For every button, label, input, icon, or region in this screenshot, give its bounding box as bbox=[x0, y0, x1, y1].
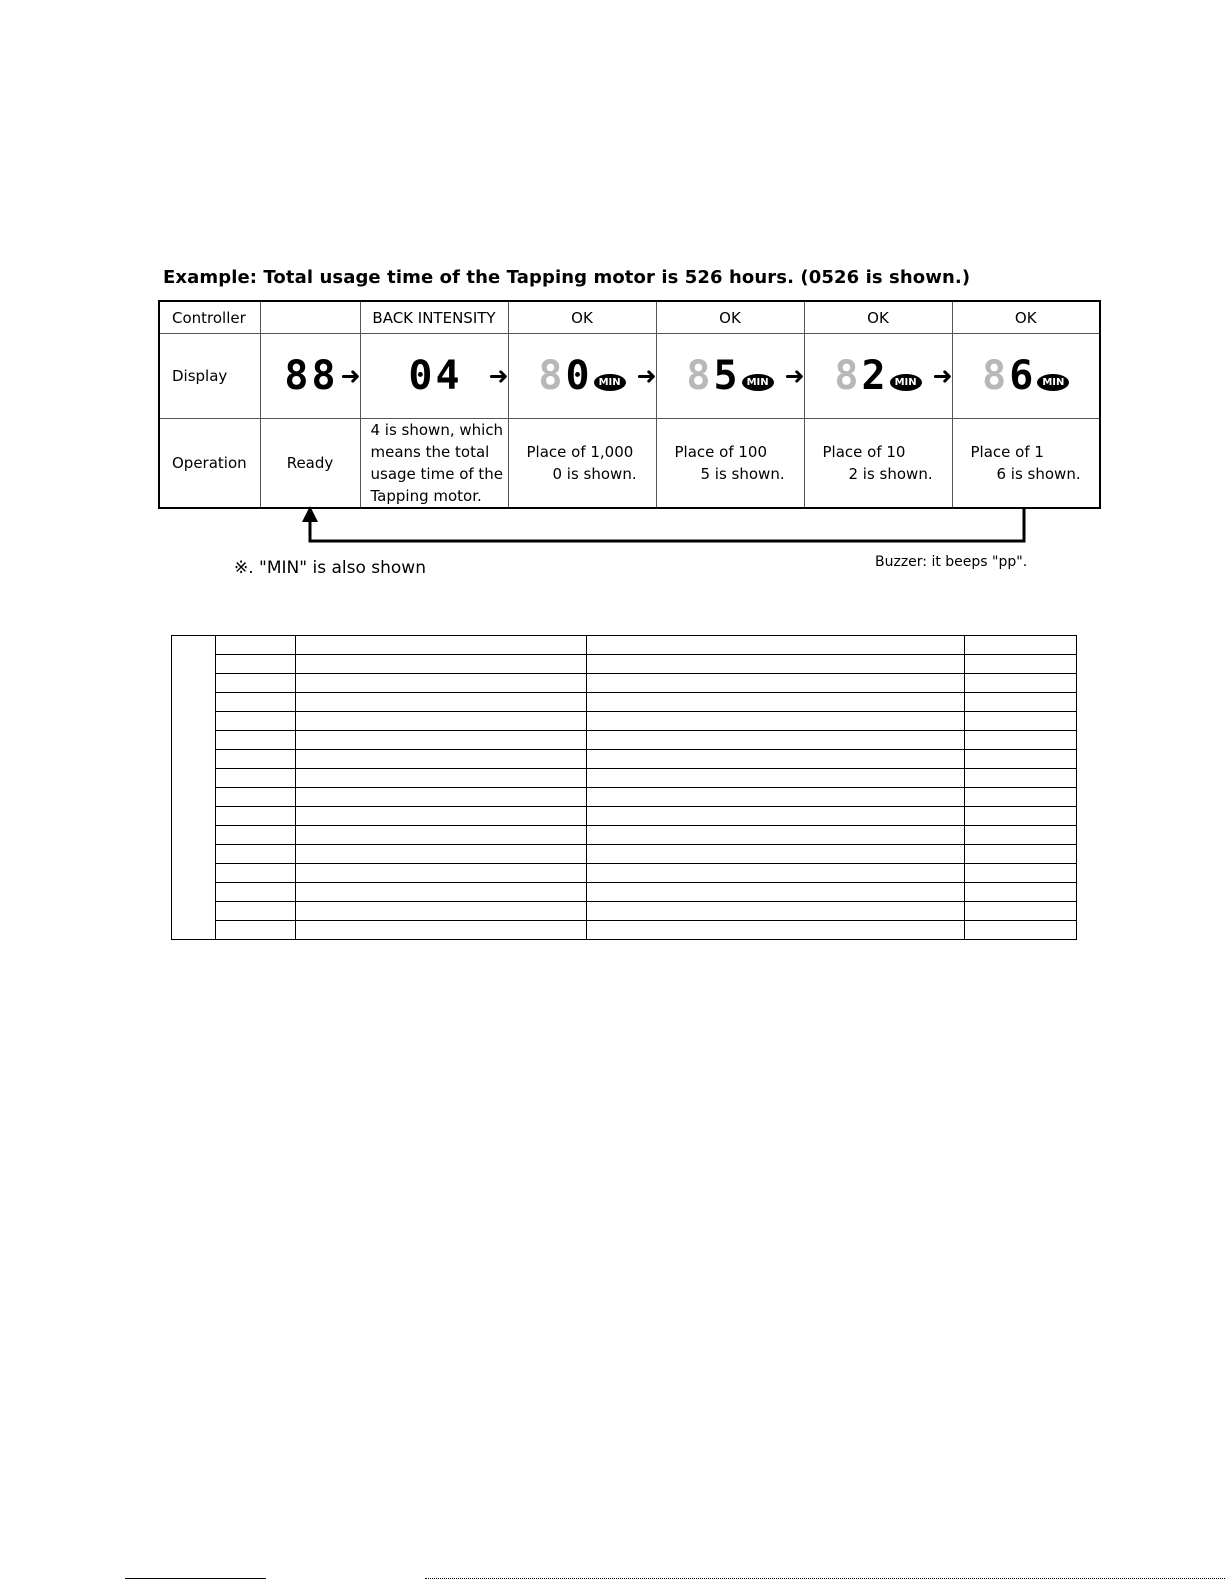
table-cell bbox=[965, 750, 1077, 769]
table-cell bbox=[296, 902, 587, 921]
controller-header: Controller bbox=[159, 301, 260, 334]
blank-grid-body bbox=[172, 636, 1077, 940]
table-cell bbox=[587, 750, 965, 769]
lcd-display bbox=[408, 353, 460, 399]
lcd-digit: 0 bbox=[565, 353, 590, 399]
table-cell bbox=[296, 883, 587, 902]
table-cell bbox=[965, 864, 1077, 883]
operation-cell bbox=[656, 419, 804, 509]
display-cell bbox=[932, 334, 1100, 419]
table-row bbox=[172, 636, 1077, 655]
table-cell bbox=[296, 636, 587, 655]
table-cell bbox=[216, 674, 296, 693]
lcd-display bbox=[538, 353, 625, 399]
operation-cell bbox=[804, 419, 952, 509]
operation-line: Place of 10 bbox=[822, 443, 906, 461]
table-row bbox=[172, 788, 1077, 807]
table-cell bbox=[296, 807, 587, 826]
table-cell bbox=[965, 712, 1077, 731]
table-cell bbox=[587, 807, 965, 826]
table-cell bbox=[296, 769, 587, 788]
table-cell bbox=[216, 883, 296, 902]
table-cell bbox=[965, 674, 1077, 693]
table-cell bbox=[296, 693, 587, 712]
return-arrow-line bbox=[310, 508, 1024, 541]
table-cell bbox=[965, 921, 1077, 940]
arrow-right-icon: ➜ bbox=[340, 362, 361, 390]
operation-cell: 4 is shown, which means the total usage time of the Tapping motor. bbox=[360, 419, 508, 509]
operation-line: 6 is shown. bbox=[996, 465, 1081, 483]
table-cell bbox=[965, 693, 1077, 712]
display-cell bbox=[784, 334, 952, 419]
lcd-digit: 2 bbox=[861, 353, 886, 399]
operation-cell bbox=[952, 419, 1100, 509]
table-cell bbox=[216, 921, 296, 940]
table-cell bbox=[296, 712, 587, 731]
controller-row bbox=[159, 301, 1100, 334]
table-cell bbox=[216, 807, 296, 826]
operation-line: Place of 1,000 bbox=[526, 443, 634, 461]
lcd-digit: 5 bbox=[713, 353, 738, 399]
example-title: Example: Total usage time of the Tapping motor is 526 hours. (0526 is shown.) bbox=[163, 267, 971, 288]
operation-header: Operation bbox=[159, 419, 260, 509]
controller-cell: BACK INTENSITY bbox=[360, 301, 508, 334]
table-cell bbox=[587, 674, 965, 693]
lcd-digit: 8 bbox=[284, 353, 309, 399]
operation-line: 0 is shown. bbox=[552, 465, 637, 483]
table-row bbox=[172, 845, 1077, 864]
table-row bbox=[172, 921, 1077, 940]
return-arrow bbox=[295, 503, 1035, 548]
table-row bbox=[172, 902, 1077, 921]
table-row bbox=[172, 731, 1077, 750]
table-cell bbox=[587, 902, 965, 921]
lcd-digit: 8 bbox=[982, 353, 1007, 399]
table-row bbox=[172, 864, 1077, 883]
table-cell bbox=[296, 655, 587, 674]
table-row bbox=[172, 712, 1077, 731]
table-cell bbox=[965, 731, 1077, 750]
table-row bbox=[172, 693, 1077, 712]
table-cell bbox=[296, 674, 587, 693]
table-cell bbox=[216, 636, 296, 655]
arrow-up-icon bbox=[302, 506, 318, 522]
table-cell bbox=[296, 731, 587, 750]
table-cell bbox=[296, 750, 587, 769]
note-buzzer: Buzzer: it beeps "pp". bbox=[875, 554, 1028, 570]
footer-rule bbox=[125, 1578, 266, 1579]
controller-cell: OK bbox=[952, 301, 1100, 334]
table-cell bbox=[216, 788, 296, 807]
operation-line: Place of 100 bbox=[674, 443, 768, 461]
operation-row bbox=[159, 419, 1100, 509]
table-cell bbox=[296, 864, 587, 883]
operation-line: Place of 1 bbox=[970, 443, 1044, 461]
table-cell bbox=[587, 769, 965, 788]
lcd-digit: 8 bbox=[686, 353, 711, 399]
table-cell bbox=[965, 636, 1077, 655]
display-cell bbox=[340, 334, 508, 419]
table-cell bbox=[587, 826, 965, 845]
table-cell bbox=[172, 636, 216, 940]
table-row bbox=[172, 674, 1077, 693]
blank-grid-table bbox=[171, 635, 1077, 940]
lcd-display bbox=[834, 353, 921, 399]
lcd-digit: 8 bbox=[538, 353, 563, 399]
table-row bbox=[172, 750, 1077, 769]
operation-cell: Ready bbox=[260, 419, 360, 509]
display-cell bbox=[488, 334, 656, 419]
min-badge: MIN bbox=[594, 374, 626, 391]
min-badge: MIN bbox=[890, 374, 922, 391]
controller-cell bbox=[260, 301, 360, 334]
arrow-right-icon: ➜ bbox=[932, 362, 953, 390]
table-cell bbox=[216, 864, 296, 883]
table-cell bbox=[965, 788, 1077, 807]
table-cell bbox=[587, 655, 965, 674]
table-cell bbox=[216, 826, 296, 845]
table-cell bbox=[216, 769, 296, 788]
table-cell bbox=[216, 693, 296, 712]
table-cell bbox=[587, 712, 965, 731]
lcd-digit: 0 bbox=[408, 353, 433, 399]
table-cell bbox=[965, 807, 1077, 826]
lcd-display bbox=[284, 353, 336, 399]
table-row bbox=[172, 655, 1077, 674]
table-cell bbox=[965, 769, 1077, 788]
table-cell bbox=[965, 883, 1077, 902]
lcd-digit: 8 bbox=[834, 353, 859, 399]
lcd-digit: 6 bbox=[1009, 353, 1034, 399]
table-cell bbox=[587, 921, 965, 940]
table-cell bbox=[216, 712, 296, 731]
table-cell bbox=[965, 845, 1077, 864]
operation-cell bbox=[508, 419, 656, 509]
table-row bbox=[172, 826, 1077, 845]
example-table bbox=[158, 300, 1101, 509]
min-badge: MIN bbox=[1037, 374, 1069, 391]
table-cell bbox=[587, 845, 965, 864]
min-badge: MIN bbox=[742, 374, 774, 391]
table-cell bbox=[216, 731, 296, 750]
controller-cell: OK bbox=[508, 301, 656, 334]
table-cell bbox=[587, 864, 965, 883]
display-row bbox=[159, 334, 1100, 419]
arrow-right-icon: ➜ bbox=[784, 362, 805, 390]
lcd-digit: 8 bbox=[311, 353, 336, 399]
table-cell bbox=[965, 826, 1077, 845]
table-cell bbox=[296, 921, 587, 940]
note-min: ※. "MIN" is also shown bbox=[234, 558, 426, 578]
table-cell bbox=[587, 788, 965, 807]
controller-cell: OK bbox=[656, 301, 804, 334]
operation-line: 2 is shown. bbox=[848, 465, 933, 483]
table-cell bbox=[216, 902, 296, 921]
table-cell bbox=[296, 788, 587, 807]
table-cell bbox=[296, 826, 587, 845]
table-cell bbox=[587, 636, 965, 655]
table-cell bbox=[587, 731, 965, 750]
operation-line: 5 is shown. bbox=[700, 465, 785, 483]
table-cell bbox=[965, 655, 1077, 674]
lcd-display bbox=[686, 353, 773, 399]
table-row bbox=[172, 807, 1077, 826]
table-row bbox=[172, 883, 1077, 902]
table-cell bbox=[216, 655, 296, 674]
table-cell bbox=[216, 845, 296, 864]
display-cell bbox=[636, 334, 804, 419]
arrow-right-icon: ➜ bbox=[636, 362, 657, 390]
footer-rule bbox=[425, 1578, 1225, 1579]
table-cell bbox=[965, 902, 1077, 921]
display-header: Display bbox=[159, 334, 260, 419]
table-cell bbox=[296, 845, 587, 864]
table-cell bbox=[216, 750, 296, 769]
table-cell bbox=[587, 883, 965, 902]
lcd-display bbox=[982, 353, 1069, 399]
table-row bbox=[172, 769, 1077, 788]
controller-cell: OK bbox=[804, 301, 952, 334]
table-cell bbox=[587, 693, 965, 712]
lcd-digit: 4 bbox=[435, 353, 460, 399]
arrow-right-icon: ➜ bbox=[488, 362, 509, 390]
